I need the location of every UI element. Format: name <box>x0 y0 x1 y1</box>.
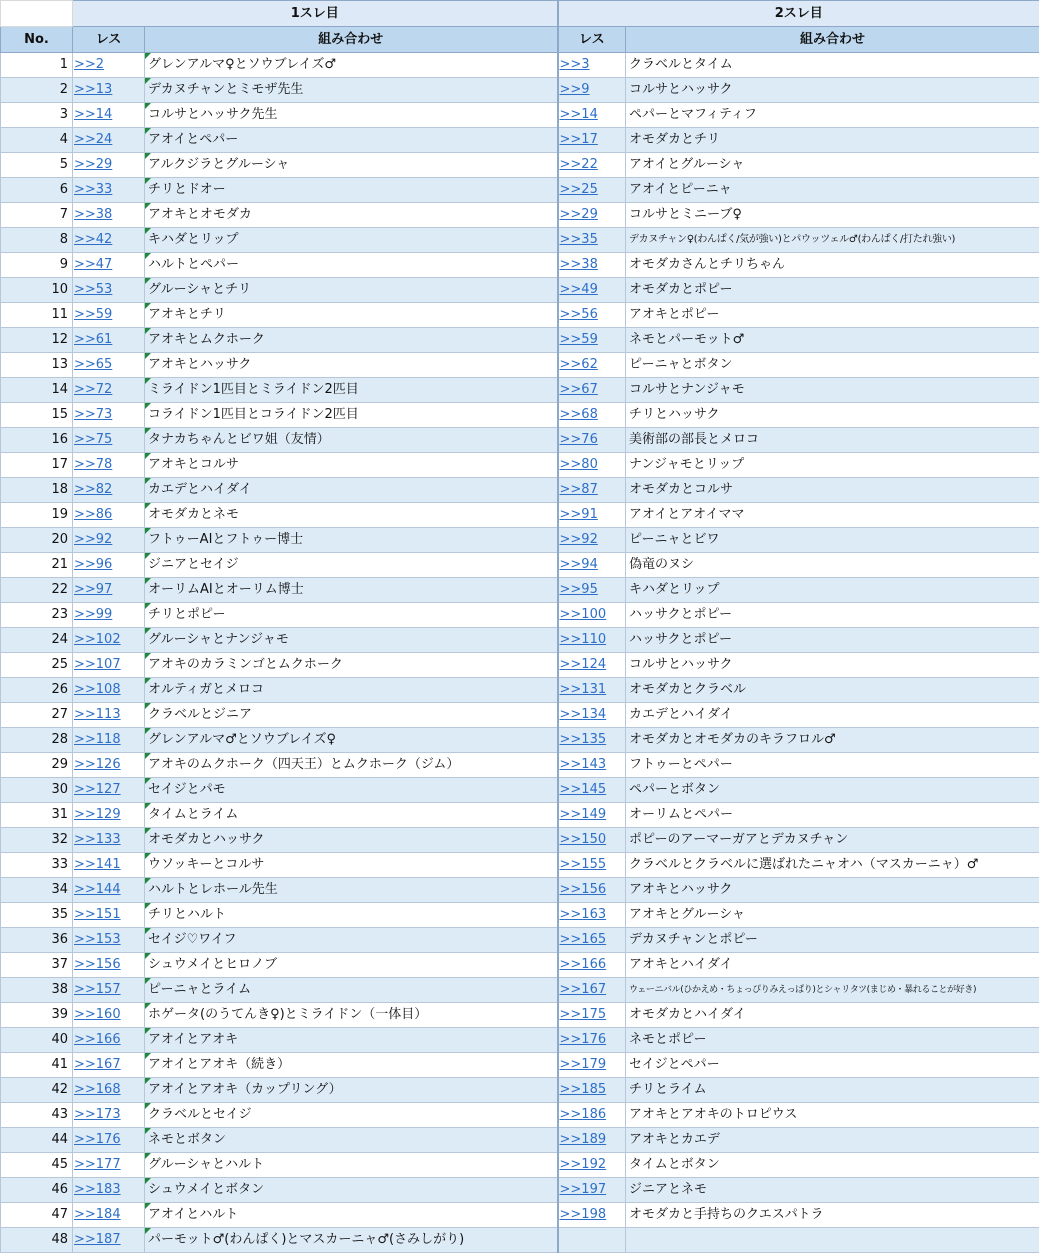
res-link-thread2[interactable]: >>165 <box>558 928 626 953</box>
res-link-thread1[interactable]: >>187 <box>73 1228 145 1253</box>
res-link-thread2[interactable]: >>80 <box>558 453 626 478</box>
table-row <box>1 253 1039 278</box>
res-link-thread2[interactable]: >>35 <box>558 228 626 253</box>
row-number: 41 <box>1 1053 73 1078</box>
column-header-row <box>1 27 1039 53</box>
row-number: 32 <box>1 828 73 853</box>
res-link-thread1[interactable]: >>184 <box>73 1203 145 1228</box>
combo-thread1: ウソッキーとコルサ <box>145 853 558 878</box>
res-link-thread1[interactable]: >>82 <box>73 478 145 503</box>
res-link-thread2[interactable]: >>59 <box>558 328 626 353</box>
combo-thread1: ピーニャとライム <box>145 978 558 1003</box>
col-res2-header: レス <box>558 27 626 53</box>
res-link-thread1[interactable]: >>133 <box>73 828 145 853</box>
combo-thread1: コライドン1匹目とコライドン2匹目 <box>145 403 558 428</box>
row-number: 9 <box>1 253 73 278</box>
combo-thread1: クラベルとセイジ <box>145 1103 558 1128</box>
row-number: 12 <box>1 328 73 353</box>
row-number: 22 <box>1 578 73 603</box>
table-row <box>1 778 1039 803</box>
combo-thread2: アオキとハイダイ <box>626 953 1039 978</box>
combo-thread2: ナンジャモとリップ <box>626 453 1039 478</box>
res-link-thread1[interactable]: >>168 <box>73 1078 145 1103</box>
row-number: 31 <box>1 803 73 828</box>
res-link-thread2[interactable]: >>124 <box>558 653 626 678</box>
combo-thread1: グルーシャとハルト <box>145 1153 558 1178</box>
res-link-thread1[interactable]: >>177 <box>73 1153 145 1178</box>
table-row <box>1 103 1039 128</box>
combo-thread2: アオイとピーニャ <box>626 178 1039 203</box>
res-link-thread1[interactable]: >>86 <box>73 503 145 528</box>
combo-thread1: アオイとペパー <box>145 128 558 153</box>
combo-thread1: ハルトとペパー <box>145 253 558 278</box>
combo-thread2: アオキとハッサク <box>626 878 1039 903</box>
res-link-thread1[interactable]: >>72 <box>73 378 145 403</box>
table-row <box>1 803 1039 828</box>
table-row <box>1 1003 1039 1028</box>
row-number: 6 <box>1 178 73 203</box>
combo-thread2: アオイとグルーシャ <box>626 153 1039 178</box>
res-link-thread2[interactable]: >>92 <box>558 528 626 553</box>
res-link-thread1[interactable]: >>65 <box>73 353 145 378</box>
thread-header-row <box>1 1 1039 27</box>
row-number: 20 <box>1 528 73 553</box>
row-number: 17 <box>1 453 73 478</box>
res-link-thread1[interactable]: >>166 <box>73 1028 145 1053</box>
combo-thread2 <box>626 1228 1039 1253</box>
table-row <box>1 728 1039 753</box>
col-combo1-header: 組み合わせ <box>145 27 558 53</box>
res-link-thread2[interactable]: >>25 <box>558 178 626 203</box>
res-link-thread2[interactable]: >>185 <box>558 1078 626 1103</box>
row-number: 33 <box>1 853 73 878</box>
res-link-thread1[interactable]: >>102 <box>73 628 145 653</box>
combo-thread1: アオイとアオキ（カップリング） <box>145 1078 558 1103</box>
combo-thread1: アオキのカラミンゴとムクホーク <box>145 653 558 678</box>
table-row <box>1 828 1039 853</box>
res-link-thread2[interactable]: >>150 <box>558 828 626 853</box>
res-link-thread2[interactable]: >>9 <box>558 78 626 103</box>
combo-thread1: チリとポピー <box>145 603 558 628</box>
combo-thread1: アオキとムクホーク <box>145 328 558 353</box>
res-link-thread1[interactable]: >>160 <box>73 1003 145 1028</box>
combo-thread1: ミライドン1匹目とミライドン2匹目 <box>145 378 558 403</box>
combo-thread2: オーリムとペパー <box>626 803 1039 828</box>
row-number: 19 <box>1 503 73 528</box>
combo-thread2: キハダとリップ <box>626 578 1039 603</box>
combo-thread1: キハダとリップ <box>145 228 558 253</box>
combo-thread2: ハッサクとポピー <box>626 603 1039 628</box>
table-row <box>1 1203 1039 1228</box>
combo-thread1: アルクジラとグルーシャ <box>145 153 558 178</box>
res-link-thread2[interactable]: >>166 <box>558 953 626 978</box>
row-number: 25 <box>1 653 73 678</box>
combo-thread2: デカヌチャンとポピー <box>626 928 1039 953</box>
combo-thread1: ホゲータ(のうてんき♀)とミライドン（一体目） <box>145 1003 558 1028</box>
combo-thread1: アオイとアオキ（続き） <box>145 1053 558 1078</box>
combo-thread2: ウェーニバル(ひかえめ・ちょっぴりみえっぱり)とシャリタツ(まじめ・暴れることが好き) <box>626 978 1039 1003</box>
combo-thread1: アオイとハルト <box>145 1203 558 1228</box>
table-row <box>1 1053 1039 1078</box>
table-row <box>1 903 1039 928</box>
res-link-thread2[interactable]: >>143 <box>558 753 626 778</box>
combo-thread2: アオキとポピー <box>626 303 1039 328</box>
table-row <box>1 1078 1039 1103</box>
res-link-thread1[interactable]: >>129 <box>73 803 145 828</box>
row-number: 46 <box>1 1178 73 1203</box>
res-link-thread1[interactable]: >>33 <box>73 178 145 203</box>
table-row <box>1 1228 1039 1253</box>
table-row <box>1 1103 1039 1128</box>
table-row <box>1 1028 1039 1053</box>
res-link-thread2[interactable]: >>198 <box>558 1203 626 1228</box>
combo-thread1: フトゥーAIとフトゥー博士 <box>145 528 558 553</box>
combo-thread2: チリとライム <box>626 1078 1039 1103</box>
combo-thread2: オモダカさんとチリちゃん <box>626 253 1039 278</box>
table-row <box>1 278 1039 303</box>
combo-thread2: ネモとパーモット♂ <box>626 328 1039 353</box>
row-number: 13 <box>1 353 73 378</box>
table-row <box>1 1178 1039 1203</box>
combo-thread2: デカヌチャン♀(わんぱく/気が強い)とパウッツェル♂(わんぱく/打たれ強い) <box>626 228 1039 253</box>
res-link-thread1[interactable]: >>73 <box>73 403 145 428</box>
table-row <box>1 428 1039 453</box>
res-link-thread1[interactable]: >>13 <box>73 78 145 103</box>
res-link-thread2[interactable]: >>62 <box>558 353 626 378</box>
combo-thread2: コルサとハッサク <box>626 653 1039 678</box>
combo-thread2: ペパーとマフィティフ <box>626 103 1039 128</box>
combo-thread1: セイジとパモ <box>145 778 558 803</box>
row-number: 8 <box>1 228 73 253</box>
combo-thread1: オモダカとネモ <box>145 503 558 528</box>
combo-thread1: アオキとコルサ <box>145 453 558 478</box>
thread1-header: 1スレ目 <box>73 1 558 27</box>
res-link-thread2[interactable]: >>38 <box>558 253 626 278</box>
combo-thread1: デカヌチャンとミモザ先生 <box>145 78 558 103</box>
table-row <box>1 953 1039 978</box>
table-row <box>1 403 1039 428</box>
res-link-thread2[interactable]: >>131 <box>558 678 626 703</box>
row-number: 48 <box>1 1228 73 1253</box>
combo-thread1: ネモとボタン <box>145 1128 558 1153</box>
header-blank-cell <box>1 1 73 27</box>
row-number: 16 <box>1 428 73 453</box>
row-number: 11 <box>1 303 73 328</box>
col-combo2-header: 組み合わせ <box>626 27 1039 53</box>
table-row <box>1 853 1039 878</box>
combo-thread2: コルサとミニーブ♀ <box>626 203 1039 228</box>
res-link-thread2[interactable]: >>145 <box>558 778 626 803</box>
table-row <box>1 228 1039 253</box>
combo-thread2: オモダカとハイダイ <box>626 1003 1039 1028</box>
table-row <box>1 628 1039 653</box>
res-link-thread2[interactable]: >>176 <box>558 1028 626 1053</box>
row-number: 26 <box>1 678 73 703</box>
combo-thread2: 美術部の部長とメロコ <box>626 428 1039 453</box>
table-row <box>1 878 1039 903</box>
table-row <box>1 328 1039 353</box>
table-row <box>1 203 1039 228</box>
combo-thread2: アオキとグルーシャ <box>626 903 1039 928</box>
res-link-thread2[interactable]: >>149 <box>558 803 626 828</box>
combo-thread1: チリとハルト <box>145 903 558 928</box>
combo-thread1: ジニアとセイジ <box>145 553 558 578</box>
row-number: 34 <box>1 878 73 903</box>
combo-thread1: シュウメイとボタン <box>145 1178 558 1203</box>
table-row <box>1 78 1039 103</box>
combo-thread2: オモダカとクラベル <box>626 678 1039 703</box>
row-number: 10 <box>1 278 73 303</box>
combo-thread1: タナカちゃんとビワ姐（友情） <box>145 428 558 453</box>
combo-thread1: パーモット♂(わんぱく)とマスカーニャ♂(さみしがり) <box>145 1228 558 1253</box>
combo-thread2: オモダカとチリ <box>626 128 1039 153</box>
res-link-thread1[interactable]: >>127 <box>73 778 145 803</box>
res-link-thread1[interactable]: >>118 <box>73 728 145 753</box>
combo-thread2: アオキとアオキのトロピウス <box>626 1103 1039 1128</box>
combo-thread2: ハッサクとポピー <box>626 628 1039 653</box>
res-link-thread1[interactable]: >>96 <box>73 553 145 578</box>
combo-thread1: グルーシャとチリ <box>145 278 558 303</box>
res-link-thread1[interactable]: >>42 <box>73 228 145 253</box>
row-number: 45 <box>1 1153 73 1178</box>
res-link-thread1[interactable]: >>108 <box>73 678 145 703</box>
res-link-thread2[interactable]: >>76 <box>558 428 626 453</box>
row-number: 28 <box>1 728 73 753</box>
res-link-thread2[interactable]: >>175 <box>558 1003 626 1028</box>
res-link-thread2[interactable]: >>87 <box>558 478 626 503</box>
res-link-thread1[interactable]: >>24 <box>73 128 145 153</box>
res-link-thread2[interactable]: >>29 <box>558 203 626 228</box>
row-number: 29 <box>1 753 73 778</box>
combo-thread1: グレンアルマ♀とソウブレイズ♂ <box>145 53 558 78</box>
res-link-thread2[interactable]: >>56 <box>558 303 626 328</box>
res-link-thread1[interactable]: >>107 <box>73 653 145 678</box>
res-link-thread1[interactable]: >>78 <box>73 453 145 478</box>
table-row <box>1 353 1039 378</box>
row-number: 18 <box>1 478 73 503</box>
table-row <box>1 478 1039 503</box>
col-no-header: No. <box>1 27 73 53</box>
combo-thread1: コルサとハッサク先生 <box>145 103 558 128</box>
col-res1-header: レス <box>73 27 145 53</box>
res-link-thread1[interactable]: >>176 <box>73 1128 145 1153</box>
res-link-thread1[interactable]: >>14 <box>73 103 145 128</box>
res-link-thread1[interactable]: >>2 <box>73 53 145 78</box>
res-link-thread2[interactable]: >>192 <box>558 1153 626 1178</box>
combo-thread2: オモダカとコルサ <box>626 478 1039 503</box>
res-link-thread2[interactable]: >>14 <box>558 103 626 128</box>
combo-thread1: カエデとハイダイ <box>145 478 558 503</box>
combo-thread1: アオキとオモダカ <box>145 203 558 228</box>
combo-thread1: セイジ♡ワイフ <box>145 928 558 953</box>
table-row <box>1 378 1039 403</box>
table-row <box>1 1153 1039 1178</box>
table-row <box>1 678 1039 703</box>
row-number: 5 <box>1 153 73 178</box>
combo-thread1: タイムとライム <box>145 803 558 828</box>
res-link-thread2[interactable]: >>134 <box>558 703 626 728</box>
row-number: 15 <box>1 403 73 428</box>
combo-thread2: カエデとハイダイ <box>626 703 1039 728</box>
combo-thread1: アオキのムクホーク（四天王）とムクホーク（ジム） <box>145 753 558 778</box>
combo-thread2: コルサとハッサク <box>626 78 1039 103</box>
res-link-thread1[interactable]: >>126 <box>73 753 145 778</box>
combo-thread2: ピーニャとビワ <box>626 528 1039 553</box>
combo-thread2: ネモとポピー <box>626 1028 1039 1053</box>
res-link-thread2[interactable]: >>155 <box>558 853 626 878</box>
res-link-thread1[interactable]: >>156 <box>73 953 145 978</box>
combo-thread1: クラベルとジニア <box>145 703 558 728</box>
row-number: 37 <box>1 953 73 978</box>
res-link-thread2[interactable]: >>197 <box>558 1178 626 1203</box>
res-link-thread2[interactable]: >>135 <box>558 728 626 753</box>
res-link-thread1[interactable]: >>61 <box>73 328 145 353</box>
combo-thread2: コルサとナンジャモ <box>626 378 1039 403</box>
combo-thread2: ジニアとネモ <box>626 1178 1039 1203</box>
res-link-thread2[interactable]: >>94 <box>558 553 626 578</box>
combo-thread1: チリとドオー <box>145 178 558 203</box>
row-number: 38 <box>1 978 73 1003</box>
combo-thread2: アオキとカエデ <box>626 1128 1039 1153</box>
combo-thread2: 偽竜のヌシ <box>626 553 1039 578</box>
table-row <box>1 1128 1039 1153</box>
row-number: 44 <box>1 1128 73 1153</box>
res-link-thread2[interactable]: >>110 <box>558 628 626 653</box>
res-link-thread1[interactable]: >>38 <box>73 203 145 228</box>
row-number: 23 <box>1 603 73 628</box>
res-link-thread1[interactable]: >>75 <box>73 428 145 453</box>
res-link-thread1[interactable]: >>92 <box>73 528 145 553</box>
table-row <box>1 153 1039 178</box>
row-number: 43 <box>1 1103 73 1128</box>
combo-thread1: グレンアルマ♂とソウブレイズ♀ <box>145 728 558 753</box>
table-row <box>1 528 1039 553</box>
combo-thread2: オモダカとポピー <box>626 278 1039 303</box>
row-number: 47 <box>1 1203 73 1228</box>
row-number: 42 <box>1 1078 73 1103</box>
combo-thread1: ハルトとレホール先生 <box>145 878 558 903</box>
res-link-thread1[interactable]: >>113 <box>73 703 145 728</box>
combo-thread2: アオイとアオイママ <box>626 503 1039 528</box>
res-link-thread2[interactable]: >>67 <box>558 378 626 403</box>
row-number: 1 <box>1 53 73 78</box>
row-number: 27 <box>1 703 73 728</box>
table-body <box>1 53 1039 1253</box>
res-link-thread2[interactable]: >>167 <box>558 978 626 1003</box>
table-row <box>1 178 1039 203</box>
combo-thread2: セイジとペパー <box>626 1053 1039 1078</box>
row-number: 40 <box>1 1028 73 1053</box>
res-link-thread1[interactable]: >>29 <box>73 153 145 178</box>
res-link-thread1[interactable]: >>167 <box>73 1053 145 1078</box>
row-number: 30 <box>1 778 73 803</box>
res-link-thread2[interactable]: >>22 <box>558 153 626 178</box>
table-row <box>1 653 1039 678</box>
combo-thread2: オモダカと手持ちのクエスパトラ <box>626 1203 1039 1228</box>
table-row <box>1 453 1039 478</box>
combo-thread1: シュウメイとヒロノブ <box>145 953 558 978</box>
table-row <box>1 703 1039 728</box>
res-link-thread1[interactable]: >>183 <box>73 1178 145 1203</box>
combo-thread1: グルーシャとナンジャモ <box>145 628 558 653</box>
table-row <box>1 303 1039 328</box>
res-link-thread1[interactable]: >>173 <box>73 1103 145 1128</box>
combo-thread1: オーリムAIとオーリム博士 <box>145 578 558 603</box>
res-link-thread2[interactable]: >>3 <box>558 53 626 78</box>
row-number: 21 <box>1 553 73 578</box>
combo-thread1: オモダカとハッサク <box>145 828 558 853</box>
res-link-thread1[interactable]: >>144 <box>73 878 145 903</box>
row-number: 35 <box>1 903 73 928</box>
res-link-thread2[interactable]: >>189 <box>558 1128 626 1153</box>
combo-thread1: アオキとチリ <box>145 303 558 328</box>
res-link-thread2[interactable]: >>17 <box>558 128 626 153</box>
row-number: 4 <box>1 128 73 153</box>
res-link-thread1[interactable]: >>97 <box>73 578 145 603</box>
combo-thread1: アオキとハッサク <box>145 353 558 378</box>
table-row <box>1 53 1039 78</box>
row-number: 2 <box>1 78 73 103</box>
res-link-thread2[interactable]: >>95 <box>558 578 626 603</box>
table-row <box>1 603 1039 628</box>
res-link-thread2[interactable]: >>91 <box>558 503 626 528</box>
row-number: 36 <box>1 928 73 953</box>
row-number: 3 <box>1 103 73 128</box>
combo-thread2: フトゥーとペパー <box>626 753 1039 778</box>
combo-thread2: クラベルとタイム <box>626 53 1039 78</box>
table-row <box>1 978 1039 1003</box>
res-link-thread2[interactable]: >>100 <box>558 603 626 628</box>
res-link-thread1[interactable]: >>53 <box>73 278 145 303</box>
res-link-thread2[interactable]: >>68 <box>558 403 626 428</box>
res-link-thread1[interactable]: >>99 <box>73 603 145 628</box>
combo-thread1: アオイとアオキ <box>145 1028 558 1053</box>
table-row <box>1 503 1039 528</box>
res-link-thread1[interactable]: >>59 <box>73 303 145 328</box>
table-row <box>1 753 1039 778</box>
table-row <box>1 928 1039 953</box>
row-number: 39 <box>1 1003 73 1028</box>
res-link-thread1[interactable]: >>157 <box>73 978 145 1003</box>
res-link-thread2[interactable]: >>49 <box>558 278 626 303</box>
row-number: 24 <box>1 628 73 653</box>
combo-thread2: ピーニャとボタン <box>626 353 1039 378</box>
combo-thread2: オモダカとオモダカのキラフロル♂ <box>626 728 1039 753</box>
res-link-thread1[interactable]: >>141 <box>73 853 145 878</box>
combo-thread2: ポピーのアーマーガアとデカヌチャン <box>626 828 1039 853</box>
res-link-thread1[interactable]: >>151 <box>73 903 145 928</box>
combo-thread1: オルティガとメロコ <box>145 678 558 703</box>
res-link-thread1[interactable]: >>47 <box>73 253 145 278</box>
res-link-thread2[interactable]: >>179 <box>558 1053 626 1078</box>
combo-thread2: チリとハッサク <box>626 403 1039 428</box>
combo-thread2: タイムとボタン <box>626 1153 1039 1178</box>
table-row <box>1 578 1039 603</box>
res-link-thread2[interactable]: >>163 <box>558 903 626 928</box>
row-number: 7 <box>1 203 73 228</box>
res-link-thread2[interactable]: >>156 <box>558 878 626 903</box>
res-link-thread1[interactable]: >>153 <box>73 928 145 953</box>
combo-thread2: クラベルとクラベルに選ばれたニャオハ（マスカーニャ）♂ <box>626 853 1039 878</box>
table-row <box>1 553 1039 578</box>
combo-thread2: ペパーとボタン <box>626 778 1039 803</box>
res-link-thread2[interactable]: >>186 <box>558 1103 626 1128</box>
row-number: 14 <box>1 378 73 403</box>
thread2-header: 2スレ目 <box>558 1 1039 27</box>
res-link-thread2 <box>558 1228 626 1253</box>
table-row <box>1 128 1039 153</box>
